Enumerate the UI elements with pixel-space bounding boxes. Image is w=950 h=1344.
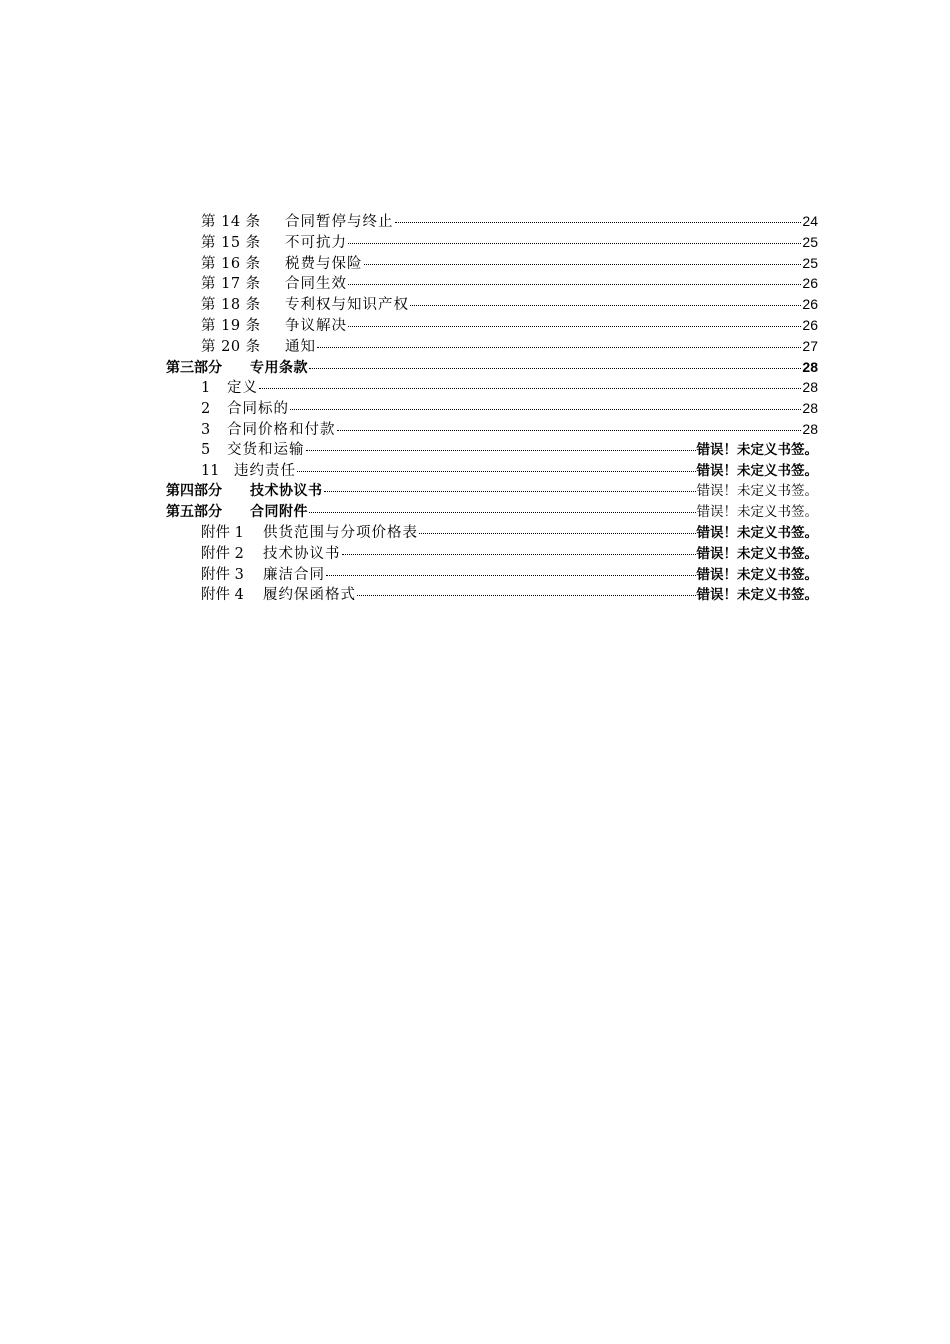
toc-entry-number: 1 bbox=[201, 380, 211, 397]
dot-leader bbox=[290, 409, 801, 410]
bookmark-error: 错误！未定义书签。 bbox=[696, 483, 818, 500]
toc-entry-title: 合同生效 bbox=[285, 276, 347, 293]
toc-entry-title: 通知 bbox=[285, 338, 316, 355]
bookmark-error: 错误！未定义书签。 bbox=[696, 504, 818, 521]
toc-entry-part-3[interactable] bbox=[166, 357, 818, 378]
toc-entry-page: 26 bbox=[802, 316, 818, 333]
dot-leader bbox=[419, 533, 696, 534]
toc-entry-page: 28 bbox=[802, 379, 818, 396]
toc-entry-page: 24 bbox=[802, 213, 818, 229]
dot-leader bbox=[324, 491, 696, 492]
dot-leader bbox=[364, 264, 802, 265]
toc-entry-clause-3[interactable] bbox=[166, 419, 818, 440]
toc-entry-article-17[interactable] bbox=[166, 273, 818, 294]
toc-entry-number: 第 14 条 bbox=[201, 214, 261, 230]
toc-entry-number: 附件 4 bbox=[201, 587, 244, 604]
toc-entry-number: 2 bbox=[201, 401, 211, 418]
bookmark-error: 错误！未定义书签。 bbox=[696, 566, 818, 583]
toc-entry-title: 合同附件 bbox=[250, 504, 308, 521]
toc-entry-annex-2[interactable] bbox=[166, 544, 818, 565]
toc-entry-annex-3[interactable] bbox=[166, 565, 818, 586]
dot-leader bbox=[395, 222, 802, 223]
toc-entry-clause-1[interactable] bbox=[166, 377, 818, 398]
toc-entry-part-4[interactable] bbox=[166, 481, 818, 502]
toc-entry-page: 25 bbox=[802, 254, 818, 271]
toc-entry-clause-5[interactable] bbox=[166, 440, 818, 461]
toc-entry-title: 交货和运输 bbox=[227, 441, 305, 458]
toc-entry-title: 廉洁合同 bbox=[263, 566, 325, 583]
toc-entry-page: 26 bbox=[802, 275, 818, 292]
toc-entry-title: 履约保函格式 bbox=[263, 587, 356, 604]
toc-entry-number: 附件 2 bbox=[201, 545, 244, 562]
toc-entry-title: 供货范围与分项价格表 bbox=[263, 524, 418, 541]
toc-entry-title: 合同暂停与终止 bbox=[285, 214, 394, 230]
toc-entry-annex-1[interactable] bbox=[166, 523, 818, 544]
toc-entry-number: 第五部分 bbox=[166, 504, 222, 521]
toc-entry-number: 第 16 条 bbox=[201, 255, 261, 272]
toc-entry-number: 第三部分 bbox=[166, 359, 222, 376]
dot-leader bbox=[348, 243, 801, 244]
toc-entry-article-15[interactable] bbox=[166, 232, 818, 253]
toc-entry-article-18[interactable] bbox=[166, 294, 818, 315]
dot-leader bbox=[326, 575, 696, 576]
toc-entry-number: 第 17 条 bbox=[201, 276, 261, 293]
dot-leader bbox=[309, 512, 696, 513]
toc-entry-title: 技术协议书 bbox=[250, 483, 323, 500]
toc-entry-page: 28 bbox=[802, 400, 818, 417]
toc-entry-page: 27 bbox=[802, 337, 818, 354]
dot-leader bbox=[337, 430, 802, 431]
dot-leader bbox=[348, 284, 801, 285]
toc-entry-page: 28 bbox=[802, 358, 818, 375]
toc-entry-title: 不可抗力 bbox=[285, 234, 347, 251]
toc-entry-page: 28 bbox=[802, 420, 818, 437]
toc-entry-number: 3 bbox=[201, 421, 211, 438]
toc-entry-title: 专用条款 bbox=[250, 359, 308, 376]
toc-entry-number: 第 19 条 bbox=[201, 317, 261, 334]
dot-leader bbox=[317, 347, 801, 348]
dot-leader bbox=[357, 595, 696, 596]
dot-leader bbox=[410, 305, 801, 306]
toc-entry-number: 第 15 条 bbox=[201, 234, 261, 251]
toc-entry-page: 26 bbox=[802, 296, 818, 313]
toc-entry-number: 第四部分 bbox=[166, 483, 222, 500]
toc-entry-title: 定义 bbox=[227, 380, 258, 397]
dot-leader bbox=[297, 471, 696, 472]
table-of-contents bbox=[166, 211, 818, 606]
dot-leader bbox=[306, 450, 696, 451]
toc-entry-number: 附件 1 bbox=[201, 524, 244, 541]
toc-entry-title: 税费与保险 bbox=[285, 255, 363, 272]
bookmark-error: 错误！未定义书签。 bbox=[696, 441, 818, 458]
dot-leader bbox=[342, 554, 696, 555]
bookmark-error: 错误！未定义书签。 bbox=[696, 462, 818, 479]
toc-entry-number: 第 20 条 bbox=[201, 338, 261, 355]
toc-entry-number: 5 bbox=[201, 441, 211, 458]
dot-leader bbox=[309, 368, 801, 369]
toc-entry-title: 争议解决 bbox=[285, 317, 347, 334]
toc-entry-article-14[interactable] bbox=[166, 211, 818, 232]
toc-entry-article-19[interactable] bbox=[166, 315, 818, 336]
toc-entry-title: 技术协议书 bbox=[263, 545, 341, 562]
toc-entry-page: 25 bbox=[802, 233, 818, 250]
bookmark-error: 错误！未定义书签。 bbox=[696, 545, 818, 562]
toc-entry-clause-11[interactable] bbox=[166, 461, 818, 482]
toc-entry-annex-4[interactable] bbox=[166, 585, 818, 606]
toc-entry-title: 合同价格和付款 bbox=[227, 421, 336, 438]
toc-entry-number: 11 bbox=[201, 462, 220, 479]
toc-entry-part-5[interactable] bbox=[166, 502, 818, 523]
bookmark-error: 错误！未定义书签。 bbox=[696, 524, 818, 541]
toc-entry-number: 附件 3 bbox=[201, 566, 244, 583]
toc-entry-article-16[interactable] bbox=[166, 253, 818, 274]
toc-entry-number: 第 18 条 bbox=[201, 297, 261, 314]
bookmark-error: 错误！未定义书签。 bbox=[696, 587, 818, 604]
dot-leader bbox=[259, 388, 801, 389]
toc-entry-title: 合同标的 bbox=[227, 401, 289, 418]
toc-entry-title: 违约责任 bbox=[234, 462, 296, 479]
toc-entry-title: 专利权与知识产权 bbox=[285, 297, 409, 314]
dot-leader bbox=[348, 326, 801, 327]
toc-entry-clause-2[interactable] bbox=[166, 398, 818, 419]
toc-entry-article-20[interactable] bbox=[166, 336, 818, 357]
